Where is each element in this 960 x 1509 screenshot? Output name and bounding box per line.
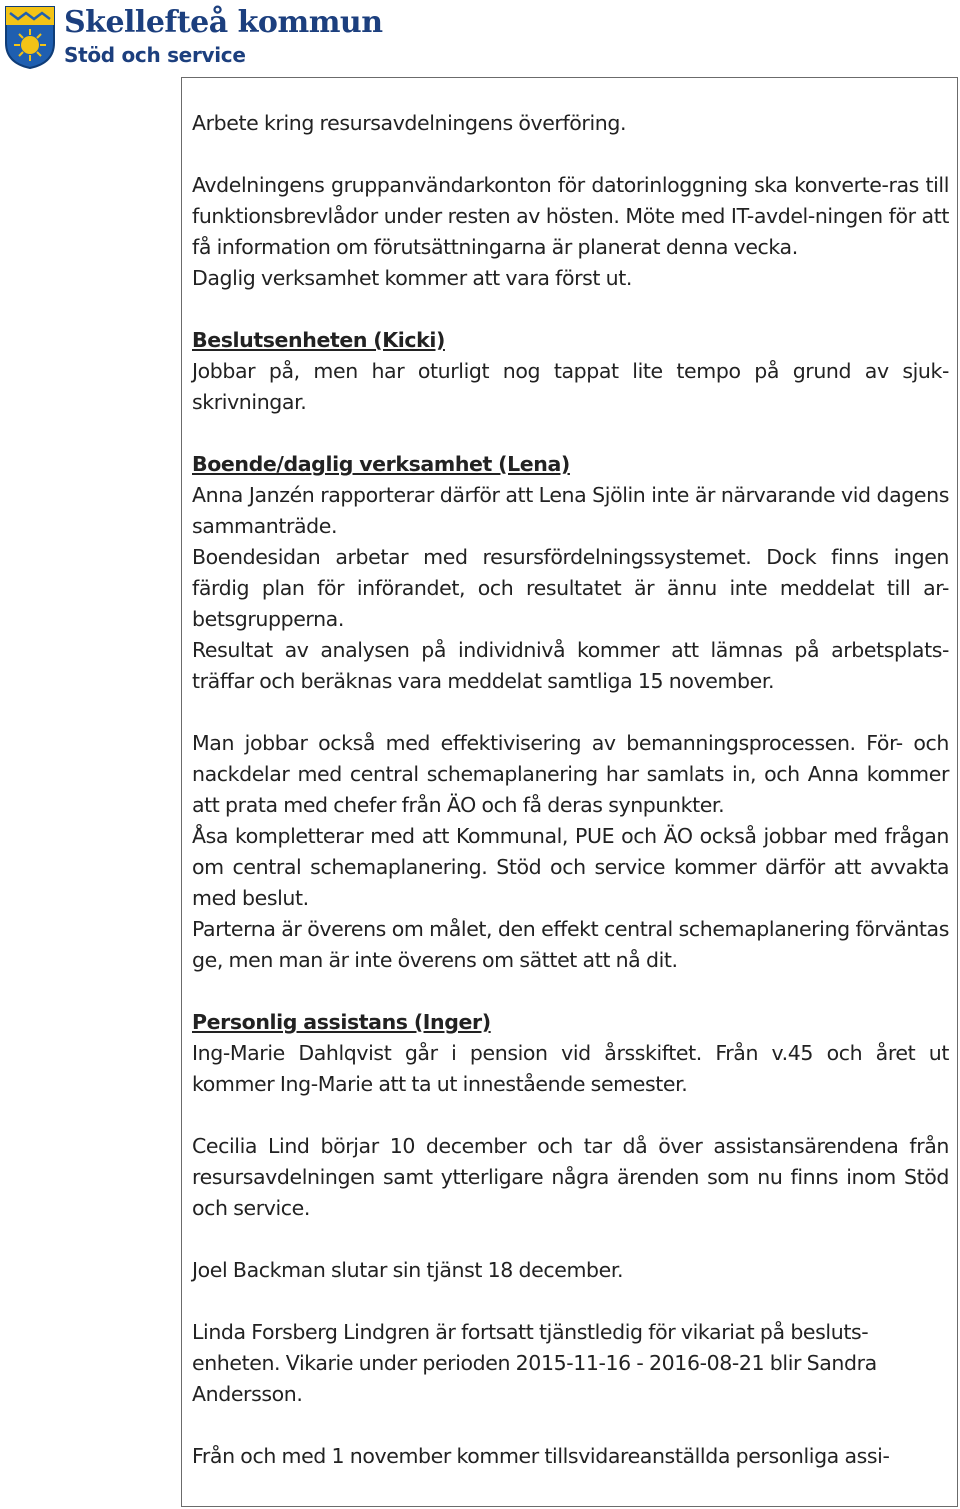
paragraph-boende-report: Anna Janzén rapporterar därför att Lena Sjölin inte är närvarande vid dagens sammanträde.	[192, 483, 949, 538]
org-subtitle: Stöd och service	[64, 43, 246, 67]
paragraph-beslutsenheten: Jobbar på, men har oturligt nog tappat lite tempo på grund av sjuk-skrivningar.	[192, 359, 949, 414]
paragraph-parterna: Parterna är överens om målet, den effekt central schemaplanering förväntas ge, men man är inte överens om sättet att nå dit.	[192, 917, 949, 972]
paragraph-from-november: Från och med 1 november kommer tillsvidareanställda personliga assi-	[192, 1444, 890, 1468]
document-body	[192, 108, 949, 1472]
paragraph-linda: Linda Forsberg Lindgren är fortsatt tjänstledig för vikariat på besluts-enheten. Vikarie under perioden 2015-11-16 - 2016-08-21 blir Sandra Andersson.	[192, 1320, 877, 1406]
paragraph-boende-analysis: Resultat av analysen på individnivå kommer att lämnas på arbetsplats-träffar och beräknas vara meddelat samtliga 15 november.	[192, 638, 949, 693]
heading-boende: Boende/daglig verksamhet (Lena)	[192, 452, 570, 476]
paragraph-intro: Arbete kring resursavdelningens överföring.	[192, 111, 627, 135]
logo	[4, 5, 384, 70]
paragraph-boende-system: Boendesidan arbetar med resursfördelningssystemet. Dock finns ingen färdig plan för införandet, och resultatet är ännu inte meddelat till ar-betsgrupperna.	[192, 545, 949, 631]
paragraph-pension: Ing-Marie Dahlqvist går i pension vid årsskiftet. Från v.45 och året ut kommer Ing-Marie att ta ut innestående semester.	[192, 1041, 949, 1096]
coat-of-arms-icon	[4, 5, 56, 69]
org-name: Skellefteå kommun	[64, 5, 383, 40]
heading-personlig-assistans: Personlig assistans (Inger)	[192, 1010, 491, 1034]
paragraph-cecilia: Cecilia Lind börjar 10 december och tar då över assistansärendena från resursavdelningen samt ytterligare några ärenden som nu finns inom Stöd och service.	[192, 1134, 949, 1220]
paragraph-bemanning: Man jobbar också med effektivisering av bemanningsprocessen. För- och nackdelar med central schemaplanering har samlats in, och Anna kommer att prata med chefer från ÄO och få deras synpunkter.	[192, 731, 949, 817]
paragraph-schemaplanering: Åsa kompletterar med att Kommunal, PUE och ÄO också jobbar med frågan om central schemaplanering. Stöd och service kommer därför att avvakta med beslut.	[192, 824, 949, 910]
paragraph-accounts: Avdelningens gruppanvändarkonton för datorinloggning ska konverte-ras till funktionsbrevlådor under resten av hösten. Möte med IT-avdel-ningen för att få information om förutsättningarna är planerat denna vecka.	[192, 173, 949, 259]
heading-beslutsenheten: Beslutsenheten (Kicki)	[192, 328, 445, 352]
paragraph-joel: Joel Backman slutar sin tjänst 18 december.	[192, 1258, 624, 1282]
paragraph-daily-first: Daglig verksamhet kommer att vara först ut.	[192, 266, 632, 290]
